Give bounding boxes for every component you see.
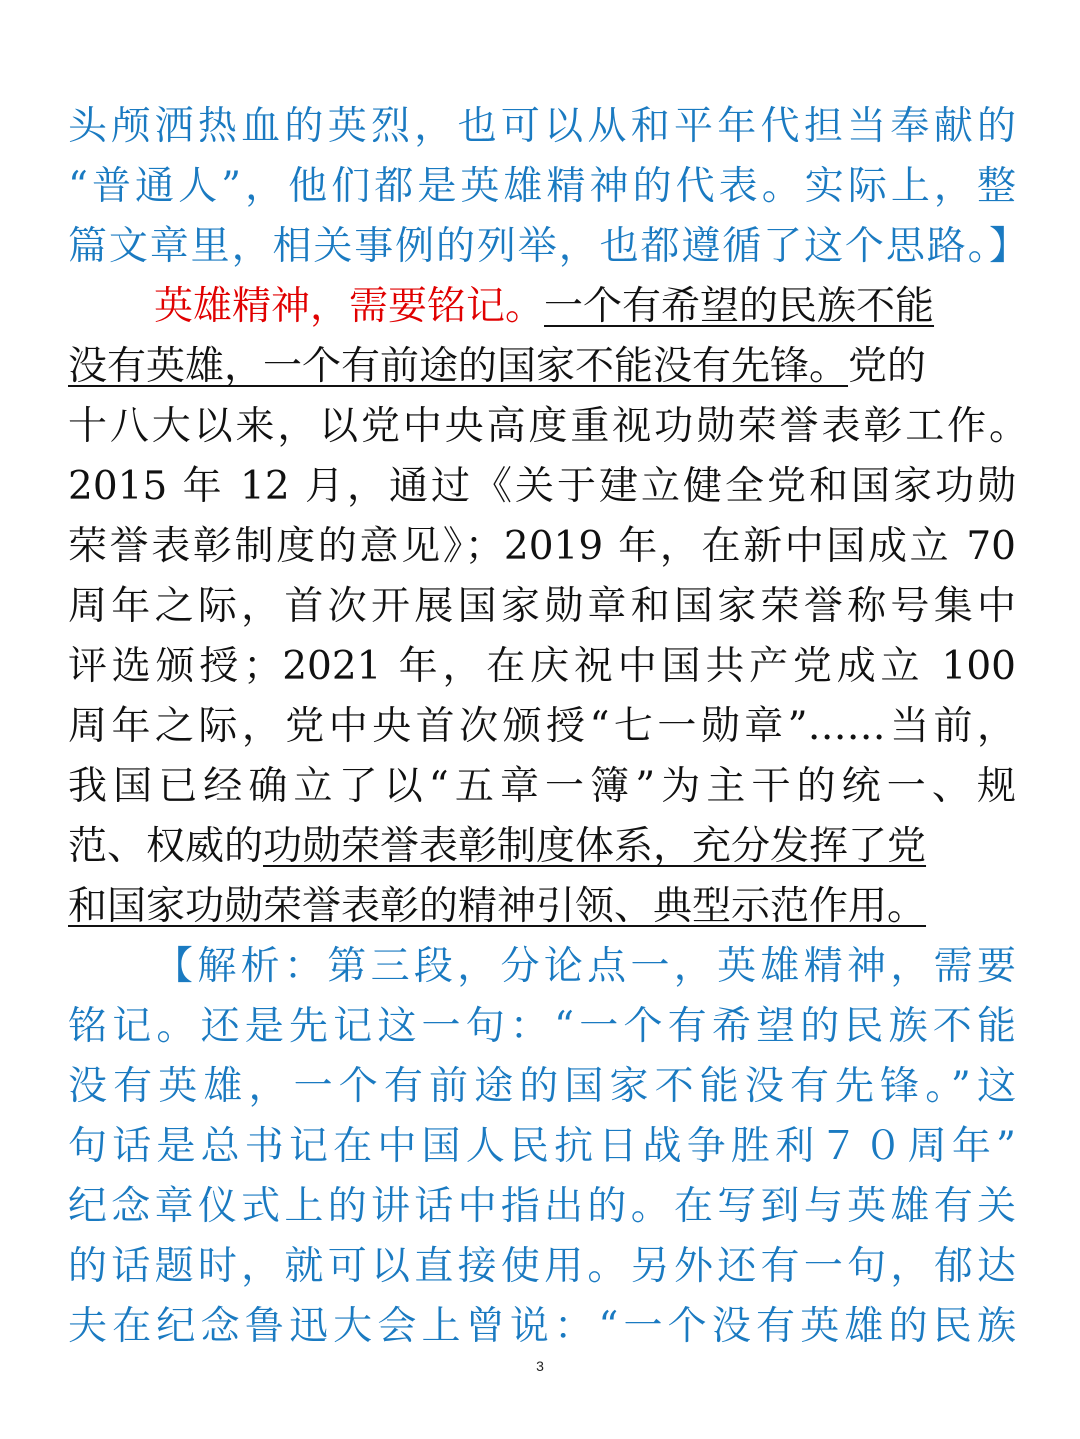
line-text: 十八大以来，以党中央高度重视功勋荣誉表彰工作。 — [68, 404, 1028, 449]
underlined-phrase: 和国家功勋荣誉表彰的精神引领、典型示范作用。 — [68, 884, 927, 929]
body-line-6 — [68, 577, 1016, 637]
line-text: 评选颁授；2021 年，在庆祝中国共产党成立 100 — [68, 644, 1016, 689]
body-line-2 — [68, 337, 1016, 397]
line-text: 周年之际，党中央首次颁授“七一勋章”……当前， — [68, 704, 1016, 749]
body-line-7 — [68, 637, 1016, 697]
analysis-line-4 — [68, 937, 1016, 997]
analysis-line-6 — [68, 1057, 1016, 1117]
analysis-line-9 — [68, 1237, 1016, 1297]
line-text: 没有英雄，一个有前途的国家不能没有先锋。”这 — [68, 1064, 1016, 1109]
body-line-11 — [68, 877, 1016, 937]
line-text: 党的 — [848, 344, 927, 389]
line-text: 句话是总书记在中国人民抗日战争胜利７０周年” — [68, 1124, 1016, 1169]
section-heading: 英雄精神，需要铭记。 — [154, 284, 545, 329]
underlined-quote: 没有英雄，一个有前途的国家不能没有先锋。 — [68, 344, 849, 389]
body-line-8 — [68, 697, 1016, 757]
line-text: 我国已经确立了以“五章一簿”为主干的统一、规 — [68, 764, 1016, 809]
analysis-line-3 — [68, 217, 1028, 277]
analysis-line-5 — [68, 997, 1016, 1057]
analysis-line-8 — [68, 1177, 1016, 1237]
line-text: 铭记。还是先记这一句：“一个有希望的民族不能 — [68, 1004, 1016, 1049]
line-text: “普通人”，他们都是英雄精神的代表。实际上，整 — [68, 164, 1016, 209]
line-text: 范、权威的 — [68, 824, 264, 869]
underlined-phrase: 功勋荣誉表彰制度体系，充分发挥了党 — [263, 824, 927, 869]
line-text: 荣誉表彰制度的意见》；2019 年，在新中国成立 70 — [68, 524, 1016, 569]
line-text: 头颅洒热血的英烈，也可以从和平年代担当奉献的 — [68, 104, 1016, 149]
analysis-line-2 — [68, 157, 1016, 217]
line-text: 【解析：第三段，分论点一，英雄精神，需要 — [154, 944, 1016, 989]
analysis-line-10 — [68, 1297, 1016, 1357]
line-text: 周年之际，首次开展国家勋章和国家荣誉称号集中 — [68, 584, 1016, 629]
line-text: 篇文章里，相关事例的列举，也都遵循了这个思路。】 — [68, 224, 1028, 269]
body-line-5 — [68, 517, 1016, 577]
analysis-line-1 — [68, 97, 1016, 157]
body-line-3 — [68, 397, 1028, 457]
page-number: 3 — [536, 1358, 544, 1374]
line-text: 的话题时，就可以直接使用。另外还有一句，郁达 — [68, 1244, 1016, 1289]
body-line-1 — [68, 277, 1016, 337]
underlined-quote: 一个有希望的民族不能 — [544, 284, 935, 329]
body-line-4 — [68, 457, 1016, 517]
line-text: 夫在纪念鲁迅大会上曾说：“一个没有英雄的民族 — [68, 1304, 1016, 1349]
analysis-line-7 — [68, 1117, 1016, 1177]
body-line-9 — [68, 757, 1016, 817]
line-text: 2015 年 12 月，通过《关于建立健全党和国家功勋 — [68, 464, 1016, 509]
line-text: 纪念章仪式上的讲话中指出的。在写到与英雄有关 — [68, 1184, 1016, 1229]
body-line-10 — [68, 817, 1016, 877]
